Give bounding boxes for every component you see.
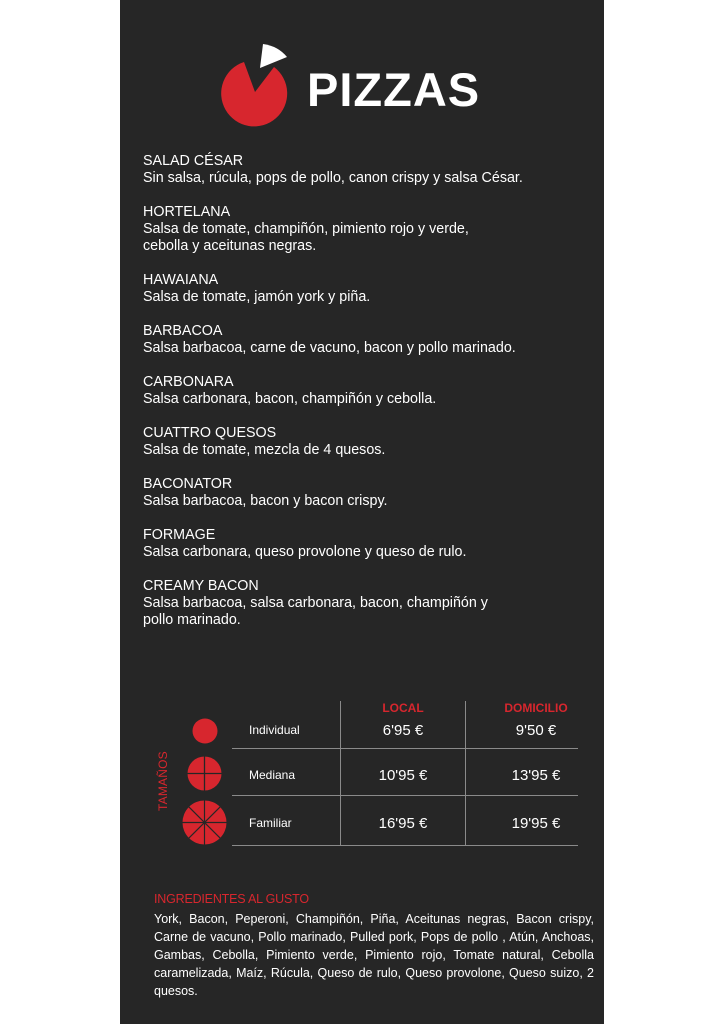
size-label-mediana: Mediana (249, 768, 296, 782)
price-local: 10'95 € (378, 767, 428, 784)
price-local: 16'95 € (378, 815, 428, 832)
pizza-name: CARBONARA (143, 374, 234, 390)
pizza-slice-icon (218, 40, 292, 128)
list-item (143, 374, 583, 408)
list-item (143, 323, 583, 357)
page-title: PIZZAS (307, 63, 481, 116)
table-divider (340, 701, 341, 846)
whole-pizza-icon (192, 718, 218, 744)
pizza-description: Salsa carbonara, bacon, champiñón y cebolla. (143, 391, 437, 407)
list-item (143, 527, 583, 561)
list-item (143, 476, 583, 510)
pizza-name: SALAD CÉSAR (143, 153, 244, 169)
column-header-local: LOCAL (382, 701, 424, 715)
size-label-individual: Individual (249, 723, 300, 737)
pizza-name: FORMAGE (143, 527, 216, 543)
list-item (143, 578, 583, 629)
sizes-side-label: TAMAÑOS (156, 751, 170, 811)
list-item (143, 204, 583, 255)
pizza-description: Salsa de tomate, champiñón, pimiento rojo y verde, cebolla y aceitunas negras. (143, 221, 469, 254)
price-domicilio: 19'95 € (511, 815, 561, 832)
table-divider (232, 748, 578, 749)
pizza-description: Salsa barbacoa, carne de vacuno, bacon y pollo marinado. (143, 340, 516, 356)
pizza-name: BARBACOA (143, 323, 223, 339)
column-header-domicilio: DOMICILIO (504, 701, 568, 715)
price-domicilio: 13'95 € (511, 767, 561, 784)
pizza-name: BACONATOR (143, 476, 233, 492)
pizza-name: CUATTRO QUESOS (143, 425, 277, 441)
table-divider (232, 845, 578, 846)
pizza-description: Salsa barbacoa, bacon y bacon crispy. (143, 493, 388, 509)
ingredients-list: York, Bacon, Peperoni, Champiñón, Piña, Aceitunas negras, Bacon crispy, Carne de vacuno, Pollo marinado, Pulled pork, Pops de pollo , Atún, Anchoas, Gambas, Cebolla, Pimiento verde, Pimiento rojo, Tomate natural, Cebolla caramelizada, Maíz, Rúcula, Queso de rulo, Queso provolone, Queso suizo, 2 quesos. (154, 912, 594, 998)
table-divider (465, 701, 466, 846)
table-divider (232, 795, 578, 796)
pizza-name: HAWAIANA (143, 272, 219, 288)
pizza-quarters-icon (187, 756, 222, 791)
pizza-description: Sin salsa, rúcula, pops de pollo, canon crispy y salsa César. (143, 170, 523, 186)
menu-panel (120, 0, 604, 1024)
list-item (143, 425, 583, 459)
pizza-description: Salsa carbonara, queso provolone y queso de rulo. (143, 544, 467, 560)
ingredients-title: INGREDIENTES AL GUSTO (154, 892, 309, 906)
pizza-description: Salsa de tomate, mezcla de 4 quesos. (143, 442, 386, 458)
pizza-list (143, 153, 583, 646)
pizza-eighths-icon (182, 800, 227, 845)
price-domicilio: 9'50 € (515, 722, 557, 739)
list-item (143, 272, 583, 306)
pizza-description: Salsa de tomate, jamón york y piña. (143, 289, 371, 305)
pizza-name: CREAMY BACON (143, 578, 259, 594)
size-label-familiar: Familiar (249, 816, 292, 830)
price-local: 6'95 € (382, 722, 424, 739)
pizza-description: Salsa barbacoa, salsa carbonara, bacon, champiñón y pollo marinado. (143, 595, 488, 628)
pizza-name: HORTELANA (143, 204, 231, 220)
list-item (143, 153, 583, 187)
